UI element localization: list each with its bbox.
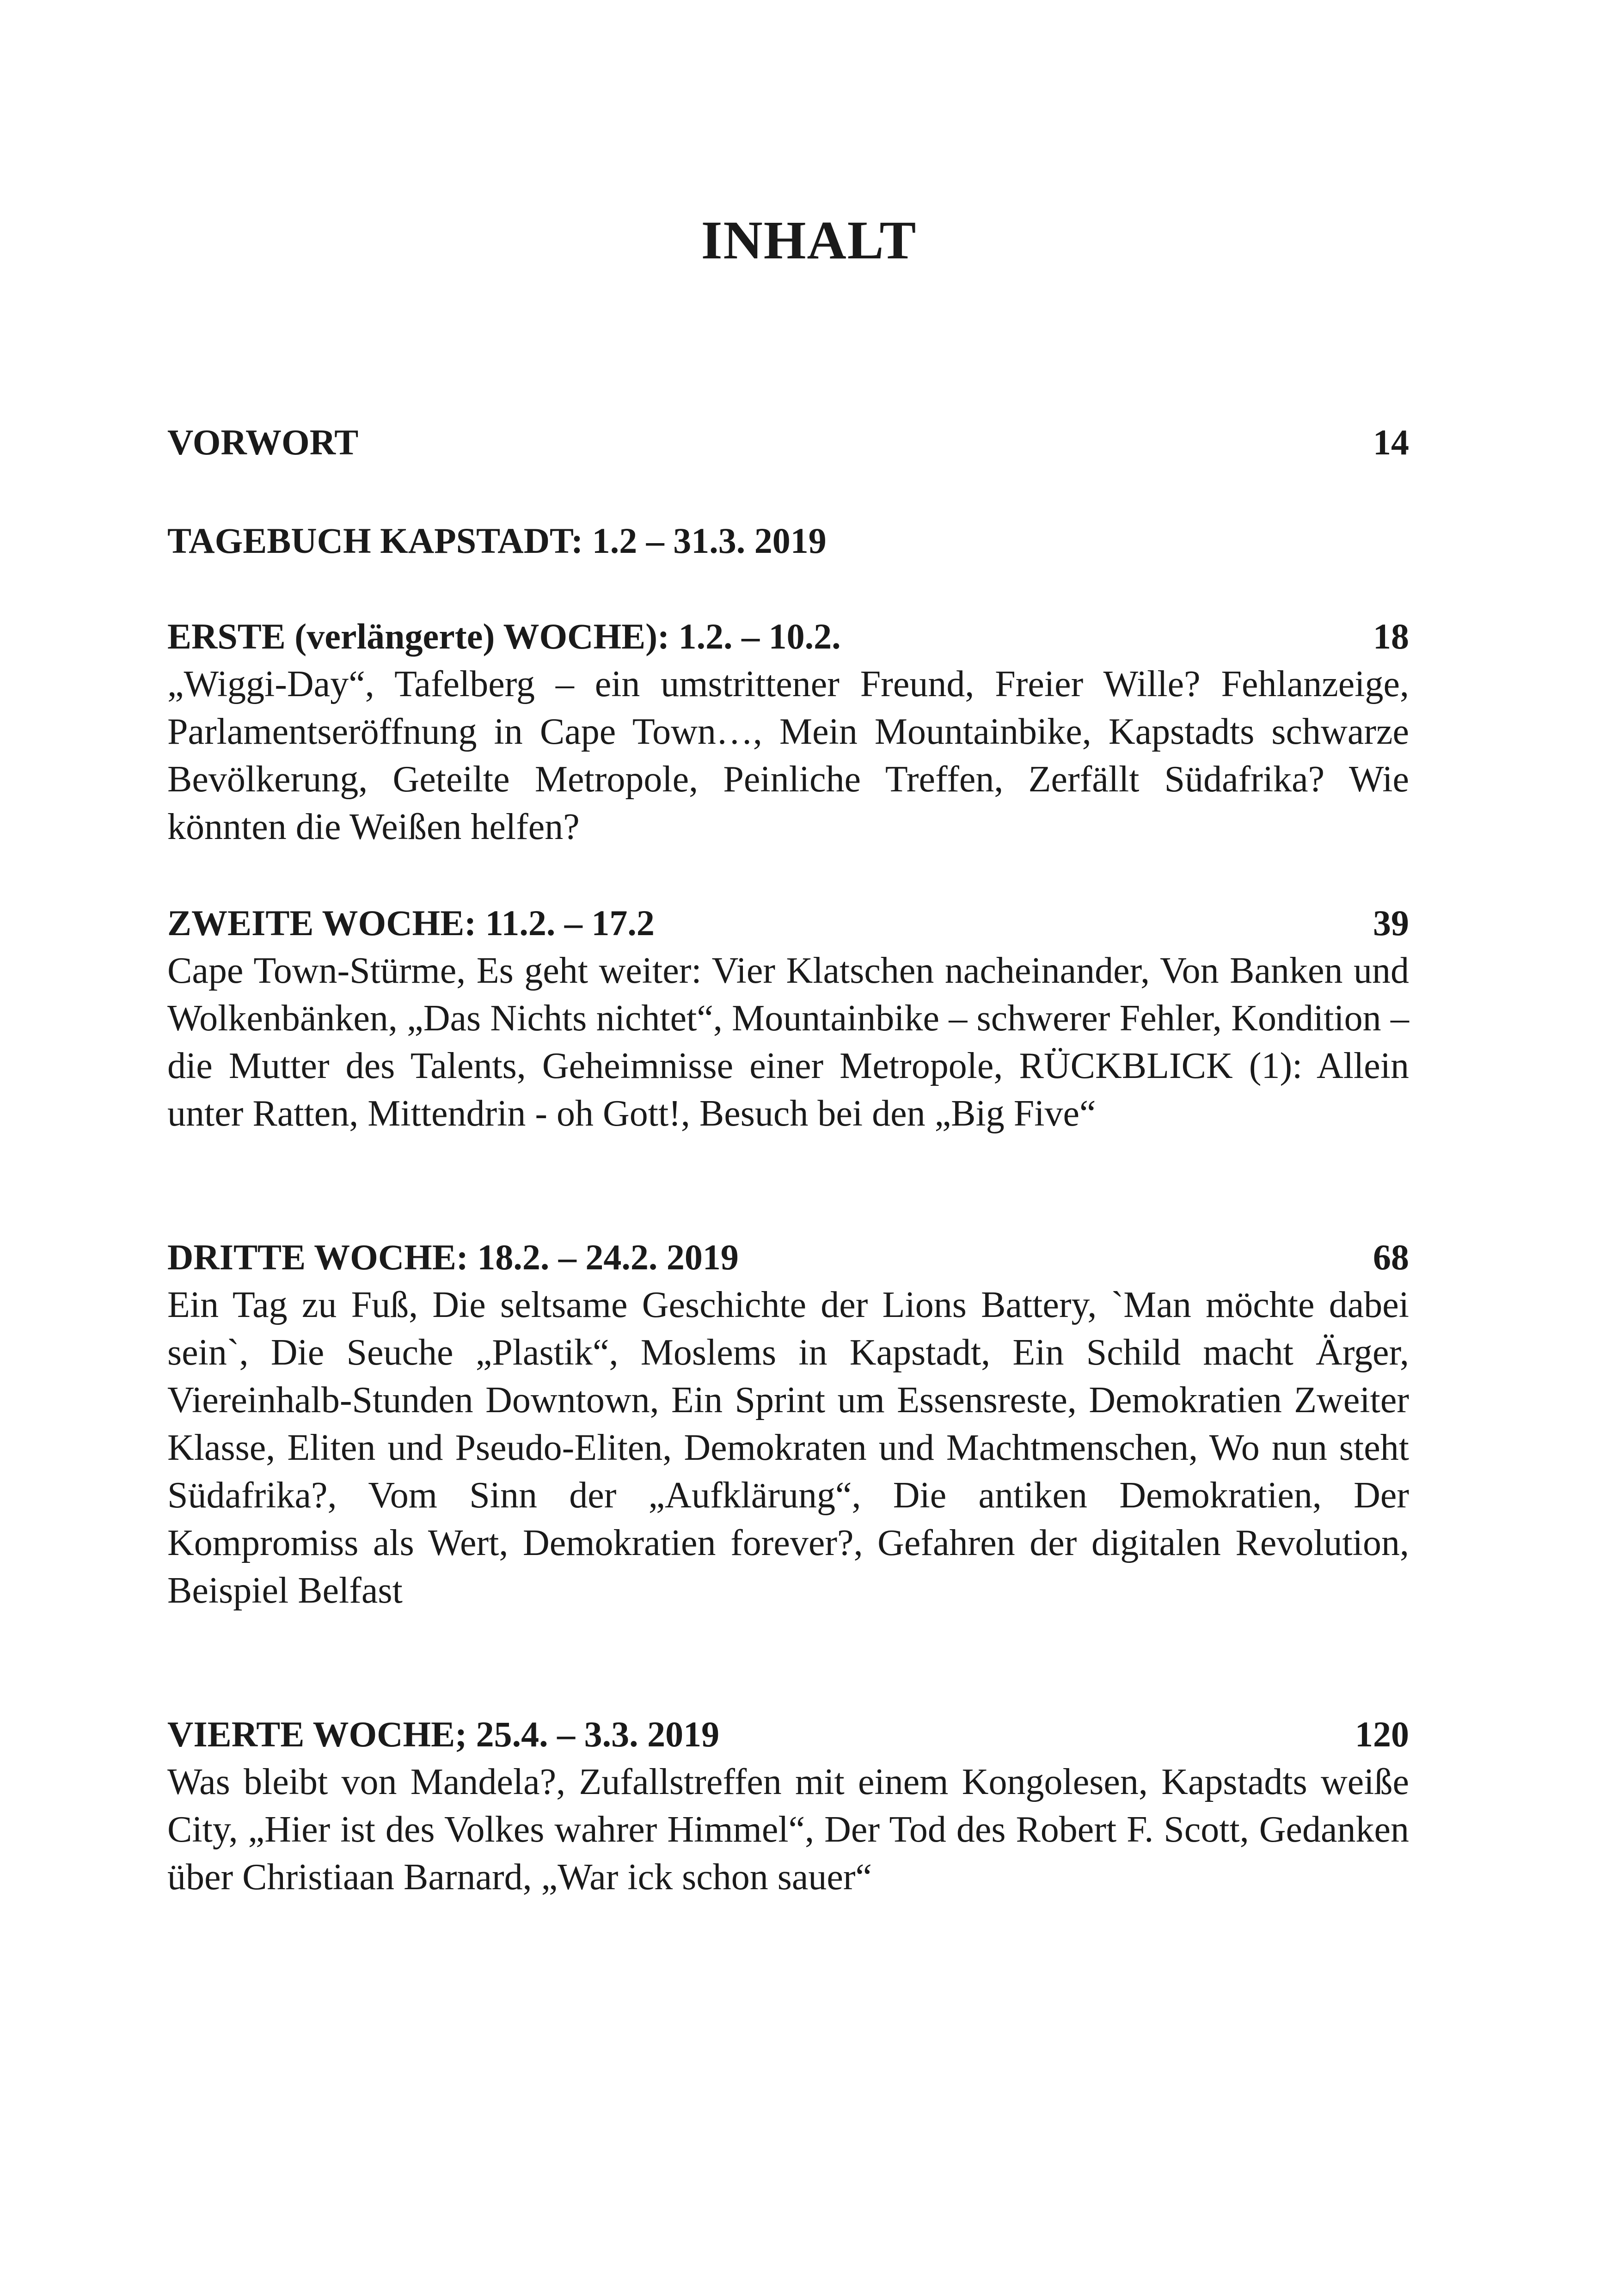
toc-entry-page-number: 68 bbox=[1373, 1237, 1409, 1277]
page-title: INHALT bbox=[701, 210, 917, 270]
toc-entry-header bbox=[167, 418, 1409, 466]
toc-entry-description: Ein Tag zu Fuß, Die seltsame Geschichte der Lions Battery, `Man möchte dabei sein`, Die Seuche „Plastik“, Moslems in Kapstadt, Ein Schild macht Ärger, Viereinhalb-Stunden Downtown, Ein Sprint um Essensreste, Demokratien Zweiter Klasse, Eliten und Pseudo-Eliten, Demokraten und Machtmenschen, Wo nun steht Südafrika?, Vom Sinn der „Aufklärung“, Die antiken Demokratien, Der Kompromiss als Wert, Demokratien forever?, Gefahren der digitalen Revolution, Beispiel Belfast bbox=[167, 1285, 1409, 1611]
toc-entry-page-number: 18 bbox=[1373, 616, 1409, 656]
toc-entry-page-number: 39 bbox=[1373, 903, 1409, 943]
toc-entry-heading: ZWEITE WOCHE: 11.2. – 17.2 bbox=[167, 903, 655, 943]
toc-entry-description: Was bleibt von Mandela?, Zufallstreffen mit einem Kongolesen, Kapstadts weiße City, „Hier ist des Volkes wahrer Himmel“, Der Tod des Robert F. Scott, Gedanken über Christiaan Barnard, „War ick schon sauer“ bbox=[167, 1762, 1409, 1898]
toc-entry-description: „Wiggi-Day“, Tafelberg – ein umstrittener Freund, Freier Wille? Fehlanzeige, Parlamentseröffnung in Cape Town…, Mein Mountainbike, Kapstadts schwarze Bevölkerung, Geteilte Metropole, Peinliche Treffen, Zerfällt Südafrika? Wie könnten die Weißen helfen? bbox=[167, 664, 1409, 847]
toc-entry-heading: VIERTE WOCHE; 25.4. – 3.3. 2019 bbox=[167, 1714, 720, 1754]
toc-entry-header bbox=[167, 1233, 1409, 1281]
toc-entry-page-number: 120 bbox=[1355, 1714, 1409, 1754]
toc-entry-zweite-woche bbox=[167, 899, 1409, 1138]
toc-entry-header bbox=[167, 517, 1409, 565]
toc-entry-description: Cape Town-Stürme, Es geht weiter: Vier Klatschen nacheinander, Von Banken und Wolkenbänken, „Das Nichts nichtet“, Mountainbike – schwerer Fehler, Kondition – die Mutter des Talents, Geheimnisse einer Metropole, RÜCKBLICK (1): Allein unter Ratten, Mittendrin - oh Gott!, Besuch bei den „Big Five“ bbox=[167, 950, 1409, 1134]
toc-entry-heading: TAGEBUCH KAPSTADT: 1.2 – 31.3. 2019 bbox=[167, 520, 827, 561]
toc-entry-page-number: 14 bbox=[1373, 422, 1409, 462]
toc-entry-heading: VORWORT bbox=[167, 422, 359, 462]
toc-entry-vorwort bbox=[167, 418, 1409, 466]
toc-entry-erste-woche bbox=[167, 612, 1409, 851]
toc-entry-header bbox=[167, 612, 1409, 661]
toc-entry-header bbox=[167, 1710, 1409, 1758]
toc-entry-header bbox=[167, 899, 1409, 947]
toc-entry-heading: ERSTE (verlängerte) WOCHE): 1.2. – 10.2. bbox=[167, 616, 841, 656]
toc-entry-tagebuch bbox=[167, 517, 1409, 565]
toc-entry-heading: DRITTE WOCHE: 18.2. – 24.2. 2019 bbox=[167, 1237, 739, 1277]
toc-entry-vierte-woche bbox=[167, 1710, 1409, 1901]
toc-entry-dritte-woche bbox=[167, 1233, 1409, 1615]
